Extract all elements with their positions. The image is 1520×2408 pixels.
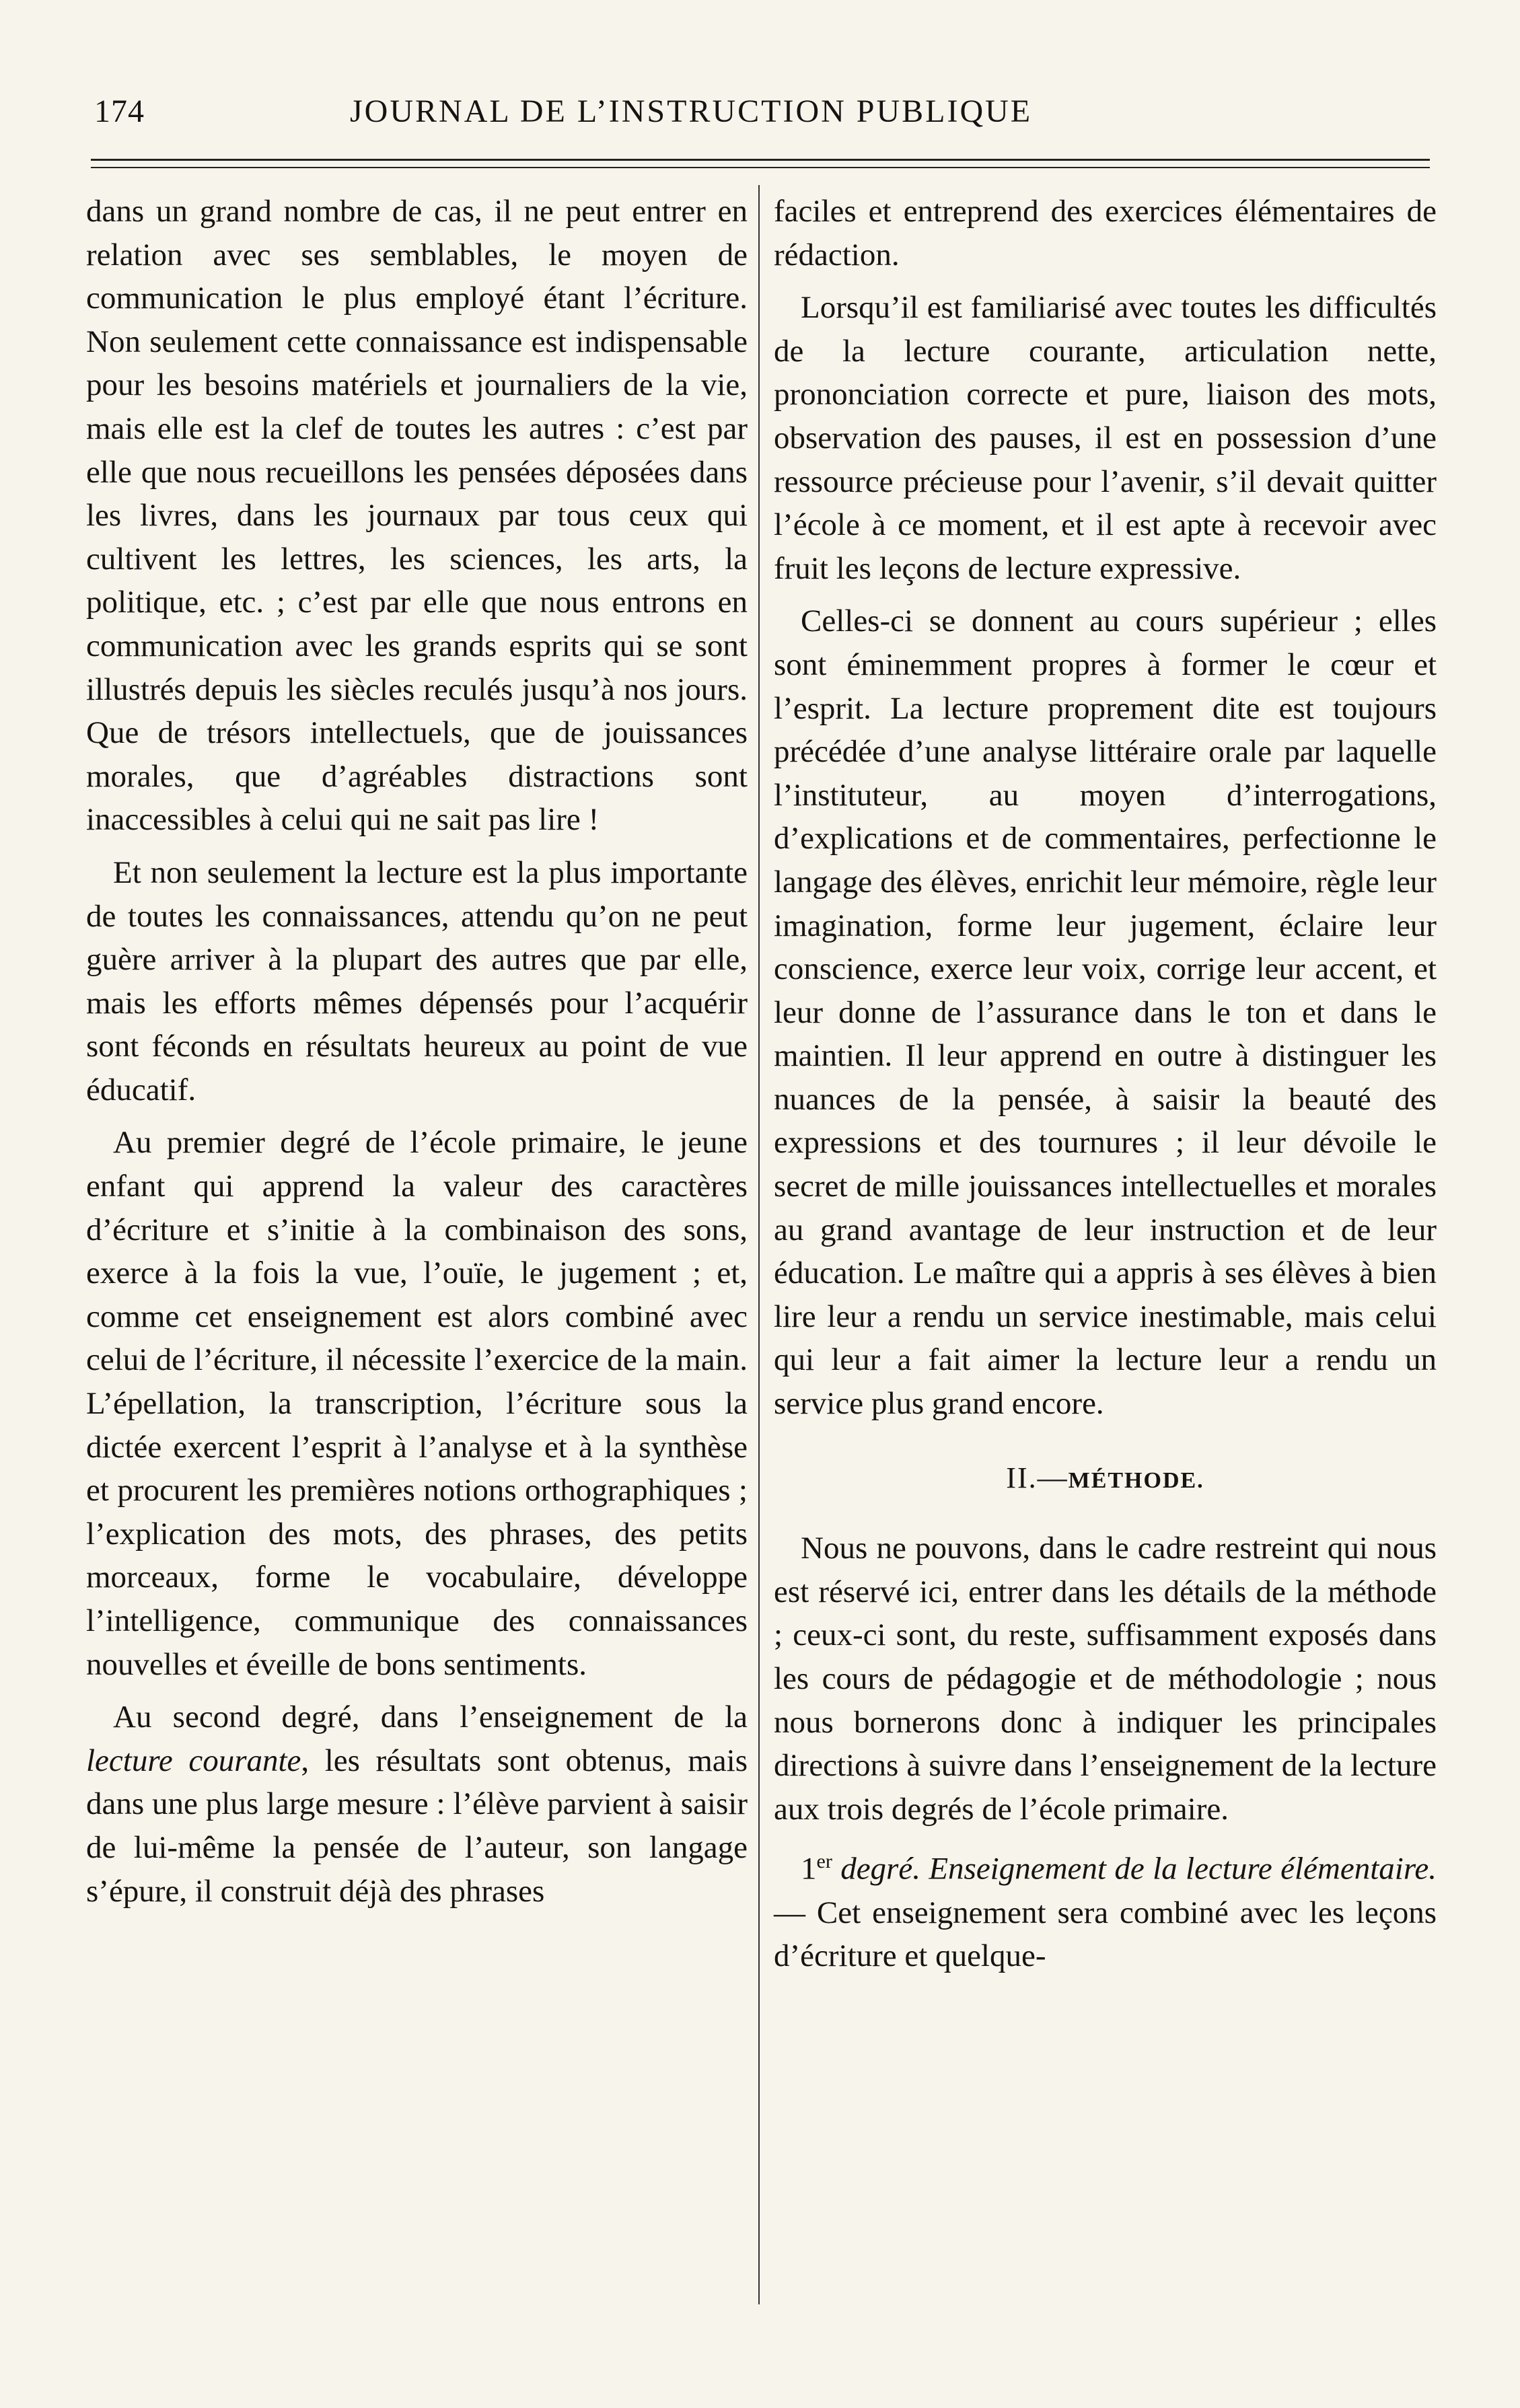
- right-column: [774, 190, 1437, 1987]
- left-column: [86, 190, 748, 1922]
- page-header: [87, 93, 1426, 140]
- paragraph: Celles-ci se donnent au cours supérieur ; elles sont éminemment propres à former le cœur et l’esprit. La lecture proprement dite est toujours précédée d’une analyse littéraire orale par laquelle l’instituteur, au moyen d’interrogations, d’explications et de commentaires, perfectionne le langage des élèves, enrichit leur mémoire, règle leur imagination, forme leur jugement, éclaire leur conscience, exerce leur voix, corrige leur accent, et leur donne de l’assurance dans le ton et dans le maintien. Il leur apprend en outre à distinguer les nuances de la pensée, à saisir la beauté des expressions et des tournures ; il leur dévoile le secret de mille jouissances intellectuelles et morales au grand avantage de leur instruction et de leur éducation. Le maître qui a appris à ses élèves à bien lire leur a rendu un service inestimable, mais celui qui leur a fait aimer la lecture leur a rendu un service plus grand encore.: [774, 604, 1437, 1422]
- degree-superscript: er: [816, 1850, 832, 1873]
- paragraph: Lorsqu’il est familiarisé avec toutes les difficultés de la lecture courante, articulation nette, prononciation correcte et pure, liaison des mots, observation des pauses, il est en possession d’une ressource précieuse pour l’avenir, s’il devait quitter l’école à ce moment, et il est apte à recevoir avec fruit les leçons de lecture expressive.: [774, 290, 1437, 586]
- paragraph: faciles et entreprend des exercices élémentaires de rédaction.: [774, 194, 1437, 272]
- paragraph: Et non seulement la lecture est la plus importante de toutes les connaissances, attendu qu’on ne peut guère arriver à la plupart des autres que par elle, mais les efforts mêmes dépensés pour l’acquérir sont féconds en résultats heureux au point de vue éducatif.: [86, 854, 748, 1107]
- paragraph: Nous ne pouvons, dans le cadre restreint qui nous est réservé ici, entrer dans les détails de la méthode ; ceux-ci sont, du reste, suffisamment exposés dans les cours de pédagogie et de méthodologie ; nous nous bornerons donc à indiquer les principales directions à suivre dans l’enseignement de la lecture aux trois degrés de l’école primaire.: [774, 1531, 1437, 1827]
- paragraph: [774, 1840, 1437, 1977]
- header-rule-top: [91, 159, 1430, 161]
- header-rule-bottom: [91, 167, 1430, 168]
- running-title: JOURNAL DE L’INSTRUCTION PUBLIQUE: [350, 94, 1033, 129]
- page-number: 174: [94, 94, 145, 129]
- degree-number: 1: [801, 1852, 817, 1887]
- paragraph: [86, 1695, 748, 1913]
- section-number: II.—: [1006, 1461, 1069, 1494]
- text-run: , les résultats sont obtenus, mais dans une plus large mesure : l’élève parvient à saisir de lui-même la pensée de l’auteur, son langage s’épure, il construit déjà des phrases: [86, 1743, 748, 1909]
- section-title: MÉTHODE.: [1068, 1467, 1204, 1493]
- degree-title: degré. Enseignement de la lecture élémentaire.: [832, 1852, 1437, 1887]
- italic-term: lecture courante: [86, 1743, 301, 1778]
- text-run: — Cet enseignement sera combiné avec les leçons d’écriture et quelque-: [774, 1895, 1437, 1974]
- text-run: Au second degré, dans l’enseignement de la: [113, 1700, 748, 1735]
- paragraph: Au premier degré de l’école primaire, le jeune enfant qui apprend la valeur des caractères d’écriture et s’initie à la combinaison des sons, exerce à la fois la vue, l’ouïe, le jugement ; et, comme cet enseignement est alors combiné avec celui de l’écriture, il nécessite l’exercice de la main. L’épellation, la transcription, l’écriture sous la dictée exercent l’esprit à l’analyse et à la synthèse et procurent les premières notions orthographiques ; l’explication des mots, des phrases, des petits morceaux, forme le vocabulaire, développe l’intelligence, communique des connaissances nouvelles et éveille de bons sentiments.: [86, 1125, 748, 1682]
- paragraph: dans un grand nombre de cas, il ne peut entrer en relation avec ses semblables, le moyen de communication le plus employé étant l’écriture. Non seulement cette connaissance est indispensable pour les besoins matériels et journaliers de la vie, mais elle est la clef de toutes les autres : c’est par elle que nous recueillons les pensées déposées dans les livres, dans les journaux par tous ceux qui cultivent les lettres, les sciences, les arts, la politique, etc. ; c’est par elle que nous entrons en communication avec les grands esprits qui se sont illustrés depuis les siècles reculés jusqu’à nos jours. Que de trésors intellectuels, que de jouissances morales, que d’agréables distractions sont inaccessibles à celui qui ne sait pas lire !: [86, 194, 748, 838]
- column-divider: [758, 185, 760, 2304]
- section-heading: [774, 1457, 1437, 1503]
